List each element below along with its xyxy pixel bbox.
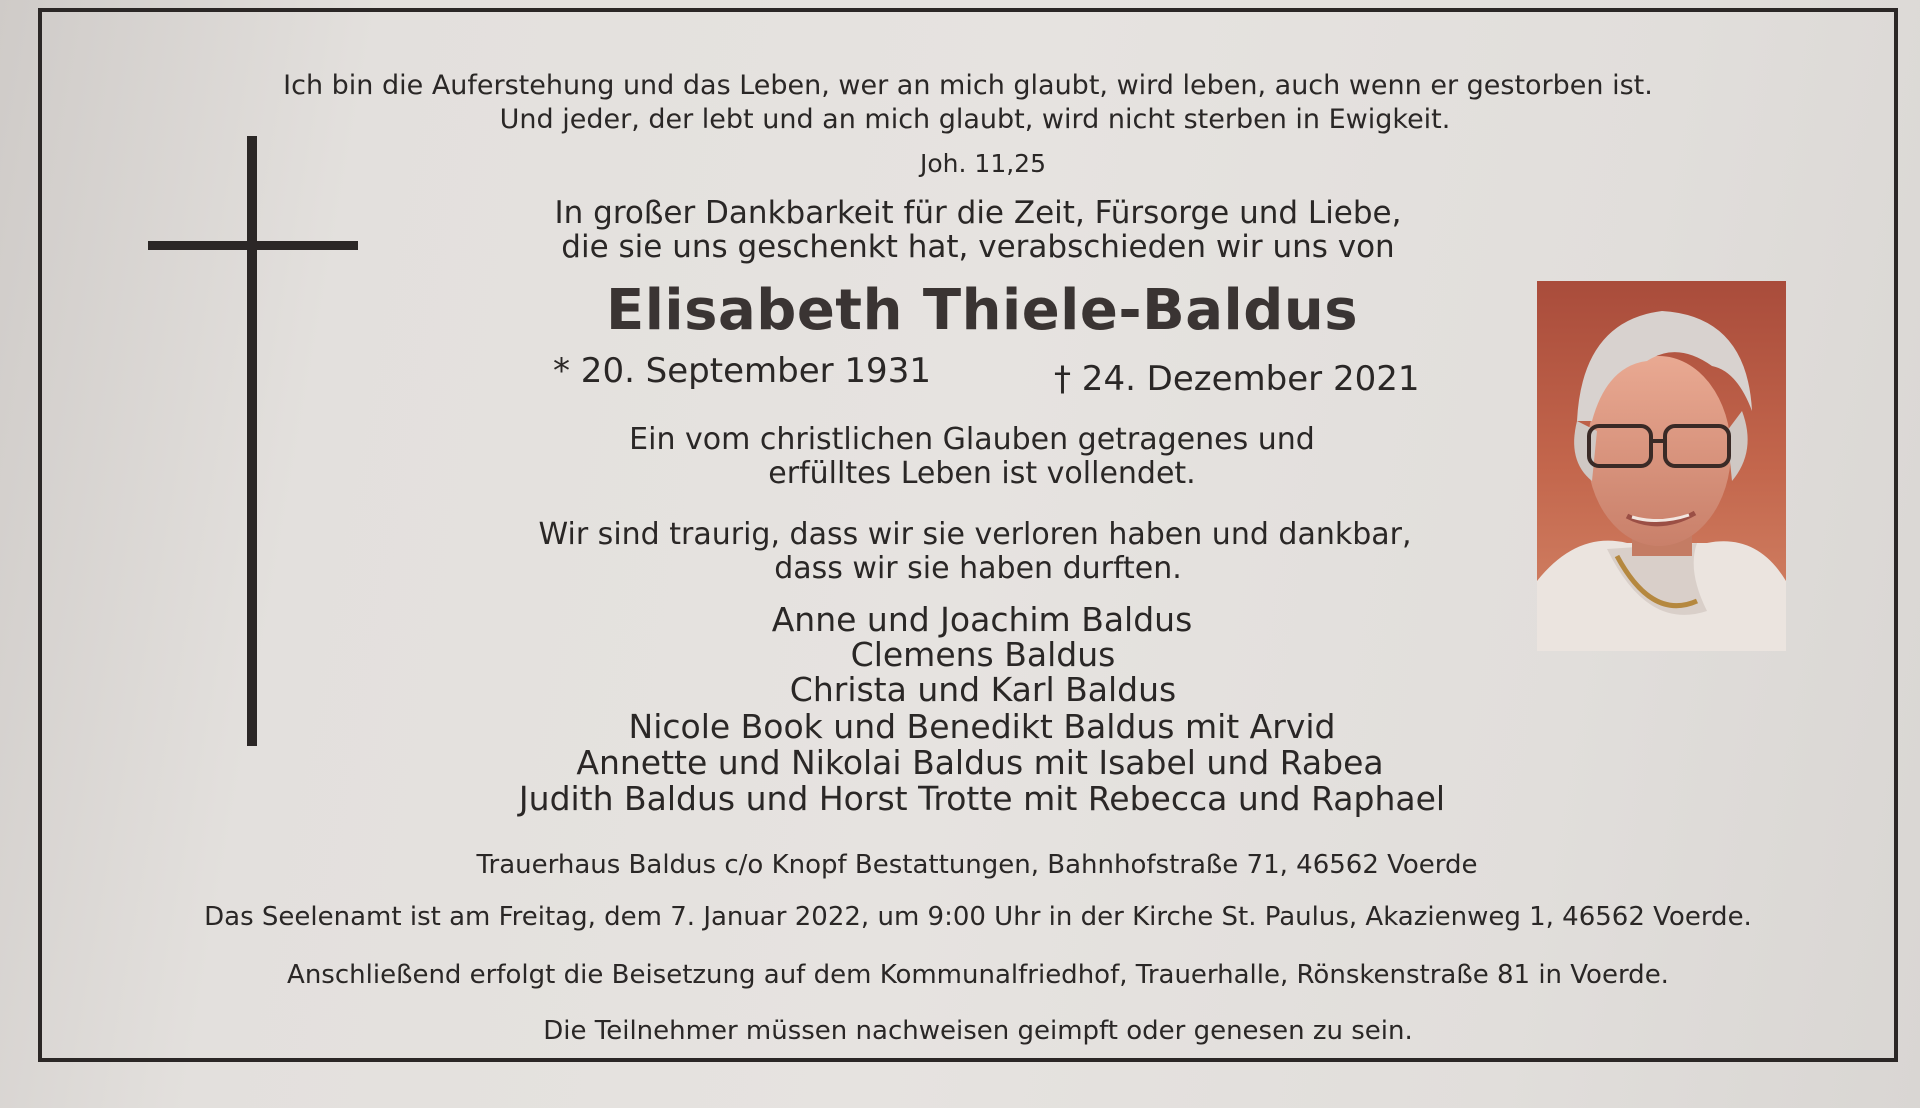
family-member: Nicole Book und Benedikt Baldus mit Arvid [628,707,1336,746]
intro-line-1: In großer Dankbarkeit für die Zeit, Fürsorge und Liebe, [554,195,1402,231]
death-date: † 24. Dezember 2021 [1054,359,1420,399]
statement1-line-1: Ein vom christlichen Glauben getragenes und [629,422,1315,457]
portrait-photo [1537,281,1786,651]
intro-line-2: die sie uns geschenkt hat, verabschieden wir uns von [561,229,1395,265]
verse-reference: Joh. 11,25 [920,149,1046,178]
statement2-line-1: Wir sind traurig, dass wir sie verloren haben und dankbar, [538,517,1412,552]
cross-icon-bar [148,241,358,250]
statement2-line-2: dass wir sie haben durften. [774,551,1182,586]
service-info: Das Seelenamt ist am Freitag, dem 7. Januar 2022, um 9:00 Uhr in der Kirche St. Paulus, Akazienweg 1, 46562 Voerde. [204,902,1752,932]
cross-icon [247,136,257,746]
family-member: Anne und Joachim Baldus [771,600,1193,639]
family-member: Judith Baldus und Horst Trotte mit Rebecca und Raphael [518,779,1446,818]
mourning-house-address: Trauerhaus Baldus c/o Knopf Bestattungen, Bahnhofstraße 71, 46562 Voerde [476,850,1478,880]
birth-date: * 20. September 1931 [553,351,931,391]
family-member: Annette und Nikolai Baldus mit Isabel und Rabea [576,743,1384,782]
family-member: Christa und Karl Baldus [789,670,1177,709]
verse-line-1: Ich bin die Auferstehung und das Leben, wer an mich glaubt, wird leben, auch wenn er gestorben ist. [283,70,1653,101]
statement1-line-2: erfülltes Leben ist vollendet. [768,456,1196,491]
family-member: Clemens Baldus [850,635,1116,674]
attendance-notice: Die Teilnehmer müssen nachweisen geimpft oder genesen zu sein. [543,1016,1413,1046]
burial-info: Anschließend erfolgt die Beisetzung auf dem Kommunalfriedhof, Trauerhalle, Rönskenstraße 81 in Voerde. [287,960,1669,990]
deceased-name: Elisabeth Thiele-Baldus [605,278,1359,343]
verse-line-2: Und jeder, der lebt und an mich glaubt, wird nicht sterben in Ewigkeit. [499,104,1451,135]
